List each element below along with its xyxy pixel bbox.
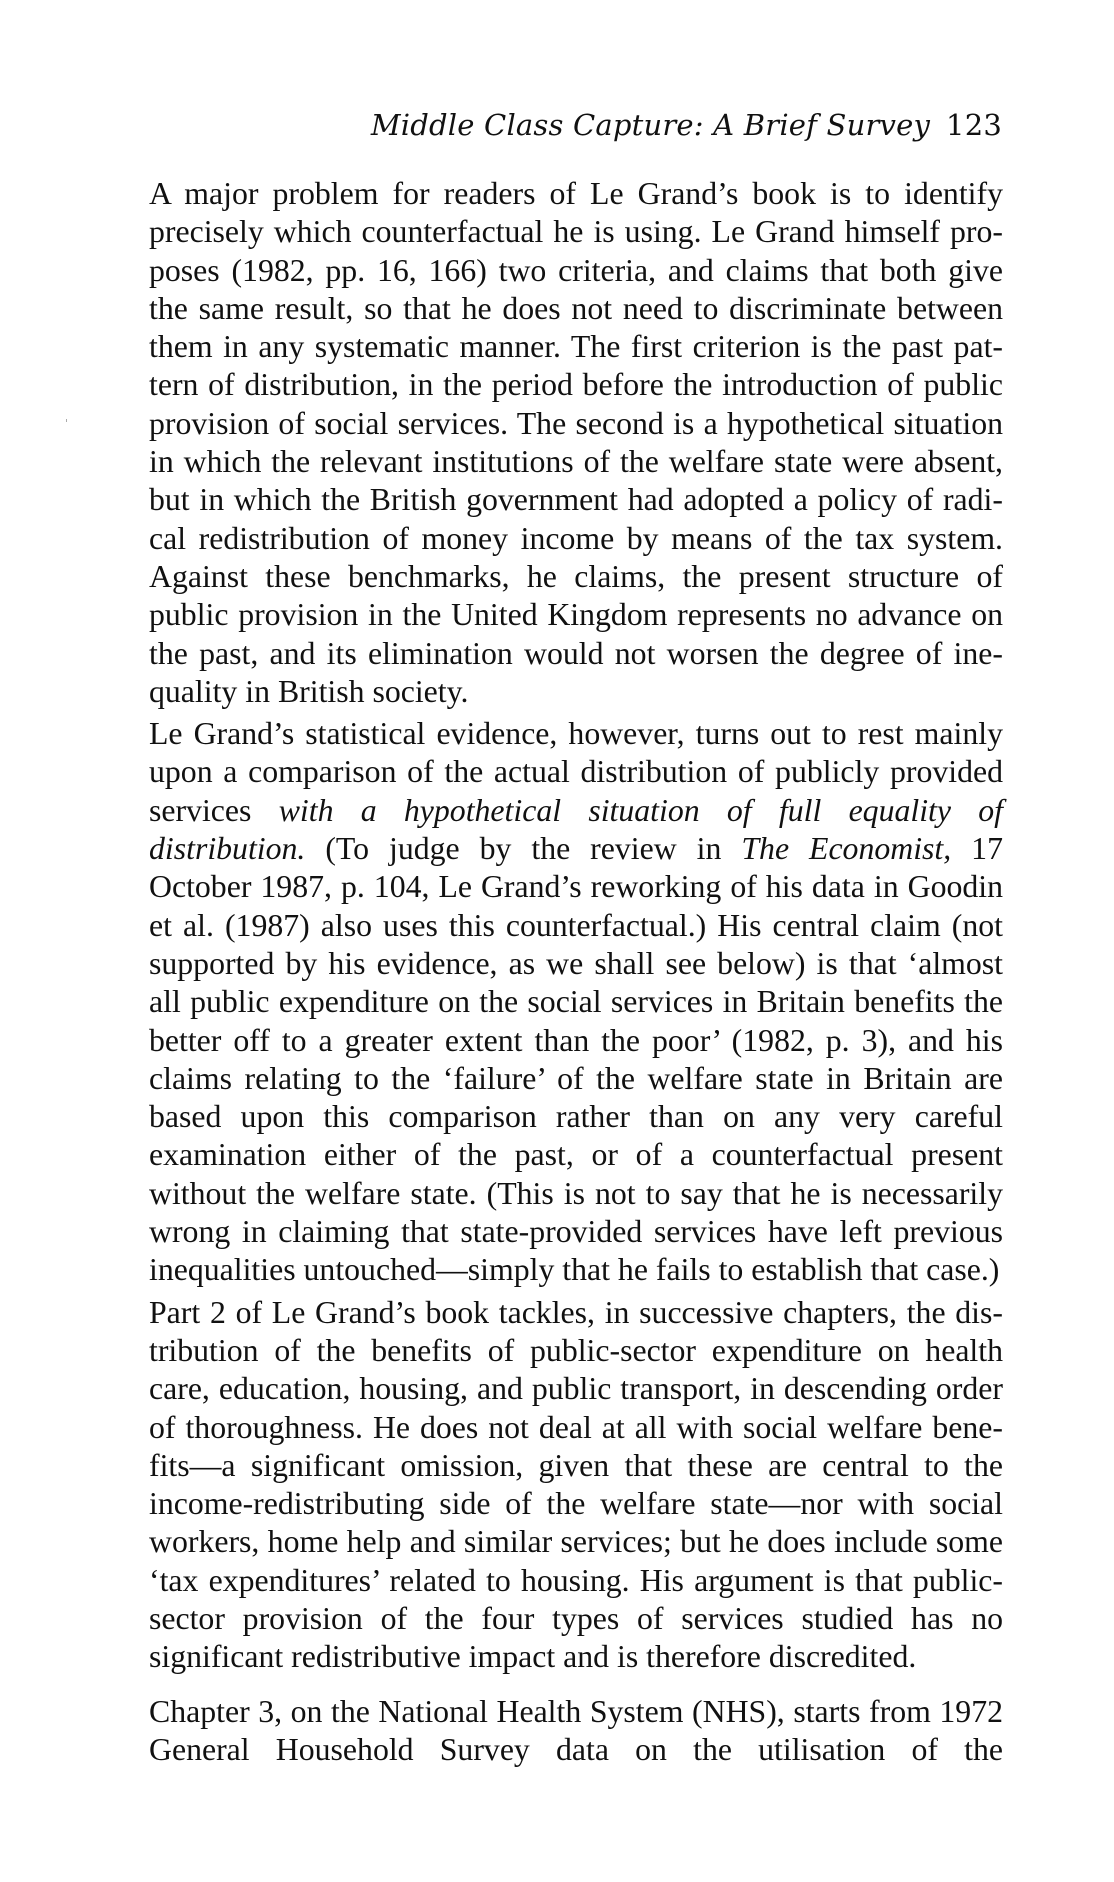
page-number: 123 [946, 108, 1002, 142]
paragraph-2-text-1: Le Grand’s statistical evidence, however, turns out to rest mainly upon a comparison of the actual distribution of publicly provided services [149, 716, 1003, 828]
body-text [149, 175, 1003, 1769]
paragraph-2-italic-2: The Economist, [741, 831, 952, 867]
running-head [0, 108, 1002, 142]
paragraph-3: Part 2 of Le Grand’s book tackles, in successive chapters, the distribution of the benefits of public-sector expenditure on health care, education, housing, and public transport, in descending order of thoroughness. He does not deal at all with social welfare benefits—a significant omission, given that these are central to the income-redistributing side of the welfare state—nor with social workers, home help and similar services; but he does include some ‘tax expenditures’ related to housing. His argument is that public-sector provision of the four types of services studied has no significant redistributive impact and is therefore discredited. [149, 1294, 1003, 1675]
margin-mark [66, 419, 67, 422]
paragraph-4: Chapter 3, on the National Health System (NHS), starts from 1972 General Household Survey data on the utilisation of the [149, 1693, 1003, 1767]
paragraph-1: A major problem for readers of Le Grand’s book is to identify precisely which counterfactual he is using. Le Grand himself proposes (1982, pp. 16, 166) two criteria, and claims that both give the same result, so that he does not need to discriminate between them in any systematic manner. The first criterion is the past pattern of distribution, in the period before the introduction of public provision of social services. The second is a hypothetical situation in which the relevant institutions of the welfare state were absent, but in which the British government had adopted a policy of radical redistribution of money income by means of the tax system. Against these benchmarks, he claims, the present structure of public provision in the United Kingdom represents no advance on the past, and its elimination would not worsen the degree of inequality in British society. [149, 176, 1003, 709]
paragraph-2 [149, 715, 1003, 1289]
running-head-title: Middle Class Capture: A Brief Survey [370, 108, 931, 142]
paragraph-2-text-3: 17 October 1987, p. 104, Le Grand’s reworking of his data in Goodin et al. (1987) also uses this counterfactual.) His central claim (not supported by his evidence, as we shall see below) is that ‘almost all public expenditure on the social services in Britain benefits the better off to a greater extent than the poor’ (1982, p. 3), and his claims relating to the ‘failure’ of the welfare state in Britain are based upon this comparison rather than on any very careful examination either of the past, or of a counterfactual present without the welfare state. (This is not to say that he is necessarily wrong in claiming that state-provided services have left previous inequalities untouched—simply that he fails to establish that case.) [149, 831, 1003, 1288]
paragraph-2-italic-1: with a hypothetical situation of full equality of distribution. [149, 792, 1003, 867]
paragraph-2-text-2: (To judge by the review in [305, 831, 742, 867]
